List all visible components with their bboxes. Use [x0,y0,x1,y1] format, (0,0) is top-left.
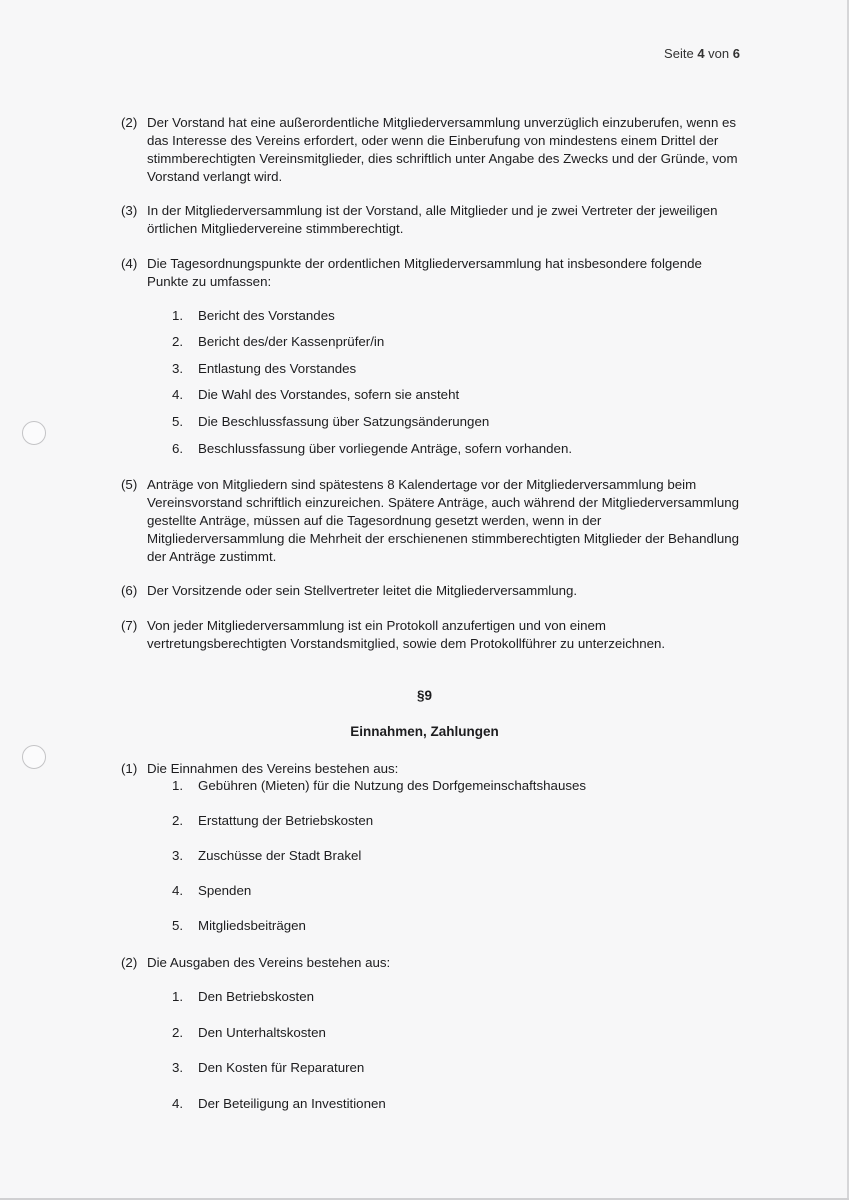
item-text: Die Wahl des Vorstandes, sofern sie ansteht [198,387,460,402]
paragraph-text: Die Ausgaben des Vereins bestehen aus: [147,955,391,970]
paragraph-number: (2) [121,955,138,970]
item-number: 2. [172,1025,184,1040]
total-pages: 6 [732,46,740,61]
item-text: Den Betriebskosten [198,989,315,1004]
agenda-item [172,386,459,404]
paragraph-5 [121,476,741,566]
item-text: Den Unterhaltskosten [198,1025,326,1040]
current-page: 4 [697,46,705,61]
item-number: 4. [172,1096,184,1111]
expense-item [172,1059,364,1077]
paragraph-text: Die Einnahmen des Vereins bestehen aus: [147,761,399,776]
item-number: 4. [172,387,184,402]
paragraph-number: (1) [121,761,138,776]
of-label: von [708,46,730,61]
paragraph-2 [121,114,741,186]
punch-hole-lower [22,745,46,769]
expense-item [172,1095,386,1113]
item-text: Bericht des Vorstandes [198,308,335,323]
item-number: 5. [172,414,184,429]
agenda-item [172,333,384,351]
paragraph-7 [121,617,741,653]
income-item [172,812,373,830]
item-number: 6. [172,441,184,456]
section-number: §9 [416,688,433,703]
agenda-item [172,307,335,325]
paragraph-text: Die Tagesordnungspunkte der ordentlichen Mitgliederversammlung hat insbesondere folgende Punkte zu umfassen: [147,256,702,289]
income-item [172,847,361,865]
item-number: 2. [172,813,184,828]
item-text: Bericht des/der Kassenprüfer/in [198,334,385,349]
paragraph-number: (4) [121,256,138,271]
item-number: 2. [172,334,184,349]
item-number: 3. [172,361,184,376]
item-text: Zuschüsse der Stadt Brakel [198,848,362,863]
item-text: Die Beschlussfassung über Satzungsänderungen [198,414,490,429]
item-text: Den Kosten für Reparaturen [198,1060,365,1075]
paragraph-number: (7) [121,618,138,633]
item-number: 5. [172,918,184,933]
paragraph-number: (2) [121,115,138,130]
page-number-header [664,46,740,61]
item-number: 1. [172,989,184,1004]
income-paragraph [121,760,741,778]
item-text: Der Beteiligung an Investitionen [198,1096,386,1111]
expense-item [172,1024,326,1042]
item-text: Erstattung der Betriebskosten [198,813,374,828]
agenda-item [172,440,572,458]
paragraph-6 [121,582,741,600]
item-number: 1. [172,778,184,793]
paragraph-text: Der Vorsitzende oder sein Stellvertreter leitet die Mitgliederversammlung. [147,583,578,598]
agenda-item [172,360,356,378]
paragraph-3 [121,202,741,238]
section-title: Einnahmen, Zahlungen [350,724,499,739]
item-text: Spenden [198,883,252,898]
item-text: Beschlussfassung über vorliegende Anträge, sofern vorhanden. [198,441,573,456]
punch-hole-upper [22,421,46,445]
item-text: Gebühren (Mieten) für die Nutzung des Dorfgemeinschaftshauses [198,778,587,793]
agenda-item [172,413,489,431]
paragraph-number: (5) [121,477,138,492]
expenses-paragraph [121,954,741,972]
item-number: 4. [172,883,184,898]
income-item [172,777,586,795]
paragraph-text: In der Mitgliederversammlung ist der Vorstand, alle Mitglieder und je zwei Vertreter der jeweiligen örtlichen Mitgliedervereine stimmberechtigt. [147,203,718,236]
item-number: 1. [172,308,184,323]
item-text: Mitgliedsbeiträgen [198,918,306,933]
paragraph-4 [121,255,741,291]
page-label: Seite [664,46,694,61]
paragraph-text: Der Vorstand hat eine außerordentliche Mitgliederversammlung unverzüglich einzuberufen, wenn es das Interesse des Vereins erfordert, oder wenn die Einberufung von mindestens einem Drittel der stimmberechtigten Vereinsmitglieder, dies schriftlich unter Angabe des Zwecks und der Gründe, vom Vorstand verlangt wird. [147,115,738,184]
paragraph-number: (3) [121,203,138,218]
income-item [172,917,306,935]
paragraph-number: (6) [121,583,138,598]
expense-item [172,988,314,1006]
paragraph-text: Anträge von Mitgliedern sind spätestens 8 Kalendertage vor der Mitgliederversammlung beim Vereinsvorstand schriftlich einzureichen. Spätere Anträge, auch während der Mitgliederversammlung gestellte Anträge, müssen auf die Tagesordnung gesetzt werden, wenn in der Mitgliederversammlung die Mehrheit der erschienenen stimmberechtigten Mitglieder der Behandlung der Anträge zustimmt. [147,477,740,564]
item-number: 3. [172,848,184,863]
item-number: 3. [172,1060,184,1075]
item-text: Entlastung des Vorstandes [198,361,357,376]
income-item [172,882,251,900]
paragraph-text: Von jeder Mitgliederversammlung ist ein Protokoll anzufertigen und von einem vertretungsberechtigten Vorstandsmitglied, sowie dem Protokollführer zu unterzeichnen. [147,618,666,651]
